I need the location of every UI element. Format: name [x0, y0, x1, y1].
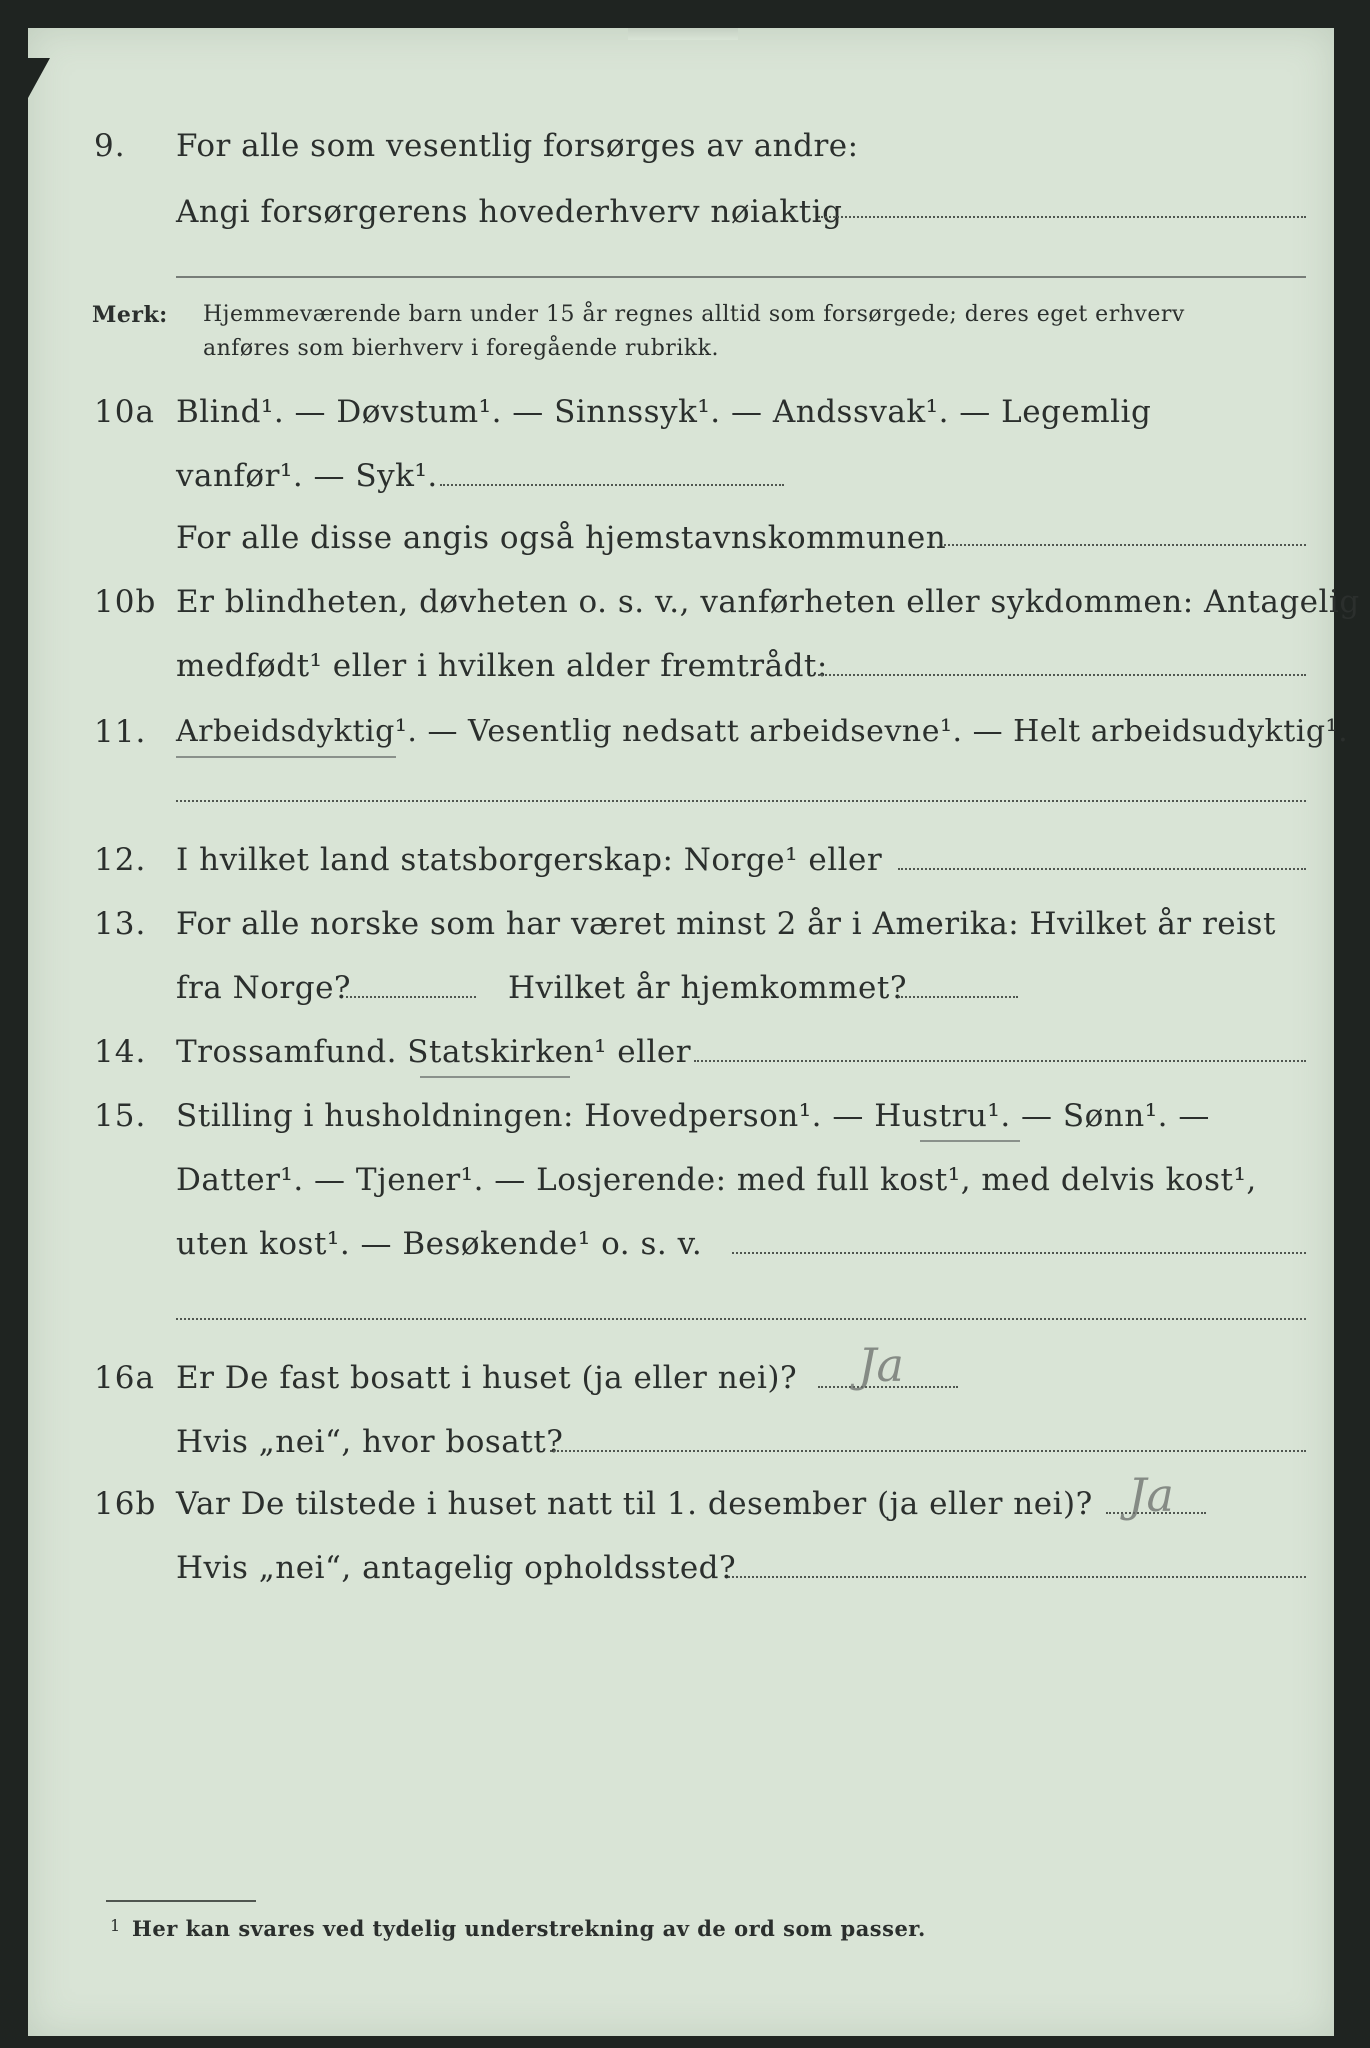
q12-line1: I hvilket land statsborgerskap: Norge¹ eller — [176, 842, 883, 878]
q9-line1: For alle som vesentlig forsørges av andre: — [176, 128, 859, 164]
q16b-number: 16b — [94, 1486, 157, 1522]
q14-underline — [420, 1076, 570, 1078]
q14-answer-line[interactable] — [694, 1060, 1306, 1062]
q14-line1: Trossamfund. Statskirken¹ eller — [176, 1034, 692, 1070]
q15-line2: Datter¹. — Tjener¹. — Losjerende: med full kost¹, med delvis kost¹, — [176, 1162, 1257, 1198]
q15-line3: uten kost¹. — Besøkende¹ o. s. v. — [176, 1226, 703, 1262]
torn-corner — [28, 58, 50, 98]
q11-line1: Arbeidsdyktig¹. — Vesentlig nedsatt arbeidsevne¹. — Helt arbeidsudyktig¹. — [176, 714, 1349, 749]
q9-line2: Angi forsørgerens hovederhverv nøiaktig — [176, 194, 843, 230]
q14-number: 14. — [94, 1034, 147, 1070]
q11-number: 11. — [94, 714, 147, 750]
q12-number: 12. — [94, 842, 147, 878]
paper-crease — [628, 28, 738, 40]
q16b-where-line[interactable] — [728, 1576, 1306, 1578]
q11-answer-line[interactable] — [176, 800, 1306, 802]
q15-number: 15. — [94, 1098, 147, 1134]
q13-line2b: Hvilket år hjemkommet? — [508, 970, 907, 1006]
q9-answer-line-2[interactable] — [176, 276, 1306, 278]
q11-underline — [176, 756, 396, 758]
q15-answer-line-2[interactable] — [176, 1318, 1306, 1320]
footnote-mark: 1 — [110, 1916, 121, 1935]
q12-answer-line[interactable] — [898, 868, 1306, 870]
q13-line1: For alle norske som har været minst 2 år i Amerika: Hvilket år reist — [176, 906, 1276, 942]
q15-line1: Stilling i husholdningen: Hovedperson¹. — Hustru¹. — Sønn¹. — — [176, 1098, 1210, 1134]
merk-line2: anføres som bierhverv i foregående rubrikk. — [203, 336, 720, 361]
q10b-line1: Er blindheten, døvheten o. s. v., vanførheten eller sykdommen: Antagelig — [176, 584, 1360, 620]
q16a-where-line[interactable] — [550, 1450, 1306, 1452]
footnote-text: Her kan svares ved tydelig understrekning av de ord som passer. — [132, 1916, 926, 1941]
q10a-line1: Blind¹. — Døvstum¹. — Sinnssyk¹. — Andssvak¹. — Legemlig — [176, 394, 1152, 430]
q10a-home-line[interactable] — [944, 544, 1306, 546]
merk-label: Merk: — [92, 302, 168, 328]
q10b-answer-line[interactable] — [818, 674, 1306, 676]
q16a-line1: Er De fast bosatt i huset (ja eller nei)? — [176, 1360, 798, 1396]
q9-number: 9. — [94, 128, 126, 164]
q16b-line2: Hvis „nei“, antagelig opholdssted? — [176, 1550, 737, 1586]
q13-left-answer-line[interactable] — [346, 996, 476, 998]
q16a-number: 16a — [94, 1360, 155, 1396]
q10a-number: 10a — [94, 394, 155, 430]
footnote-rule — [106, 1900, 256, 1902]
census-form-page — [28, 28, 1360, 2036]
q15-underline — [920, 1140, 1020, 1142]
q16a-line2: Hvis „nei“, hvor bosatt? — [176, 1424, 564, 1460]
q13-right-answer-line[interactable] — [898, 996, 1018, 998]
merk-line1: Hjemmeværende barn under 15 år regnes alltid som forsørgede; deres eget erhverv — [203, 302, 1185, 327]
q10a-answer-line[interactable] — [440, 484, 784, 486]
q15-answer-line[interactable] — [732, 1252, 1306, 1254]
q10a-line3: For alle disse angis også hjemstavnskommunen — [176, 520, 947, 556]
q13-line2a: fra Norge? — [176, 970, 352, 1006]
q10b-line2: medfødt¹ eller i hvilken alder fremtrådt: — [176, 648, 828, 684]
q16a-handwritten-answer: Ja — [858, 1338, 904, 1392]
q16b-line1: Var De tilstede i huset natt til 1. desember (ja eller nei)? — [176, 1486, 1093, 1522]
q10a-line2: vanfør¹. — Syk¹. — [176, 458, 438, 494]
q16b-handwritten-answer: Ja — [1128, 1468, 1174, 1522]
q10b-number: 10b — [94, 584, 157, 620]
q9-answer-line[interactable] — [818, 216, 1306, 218]
q13-number: 13. — [94, 906, 147, 942]
